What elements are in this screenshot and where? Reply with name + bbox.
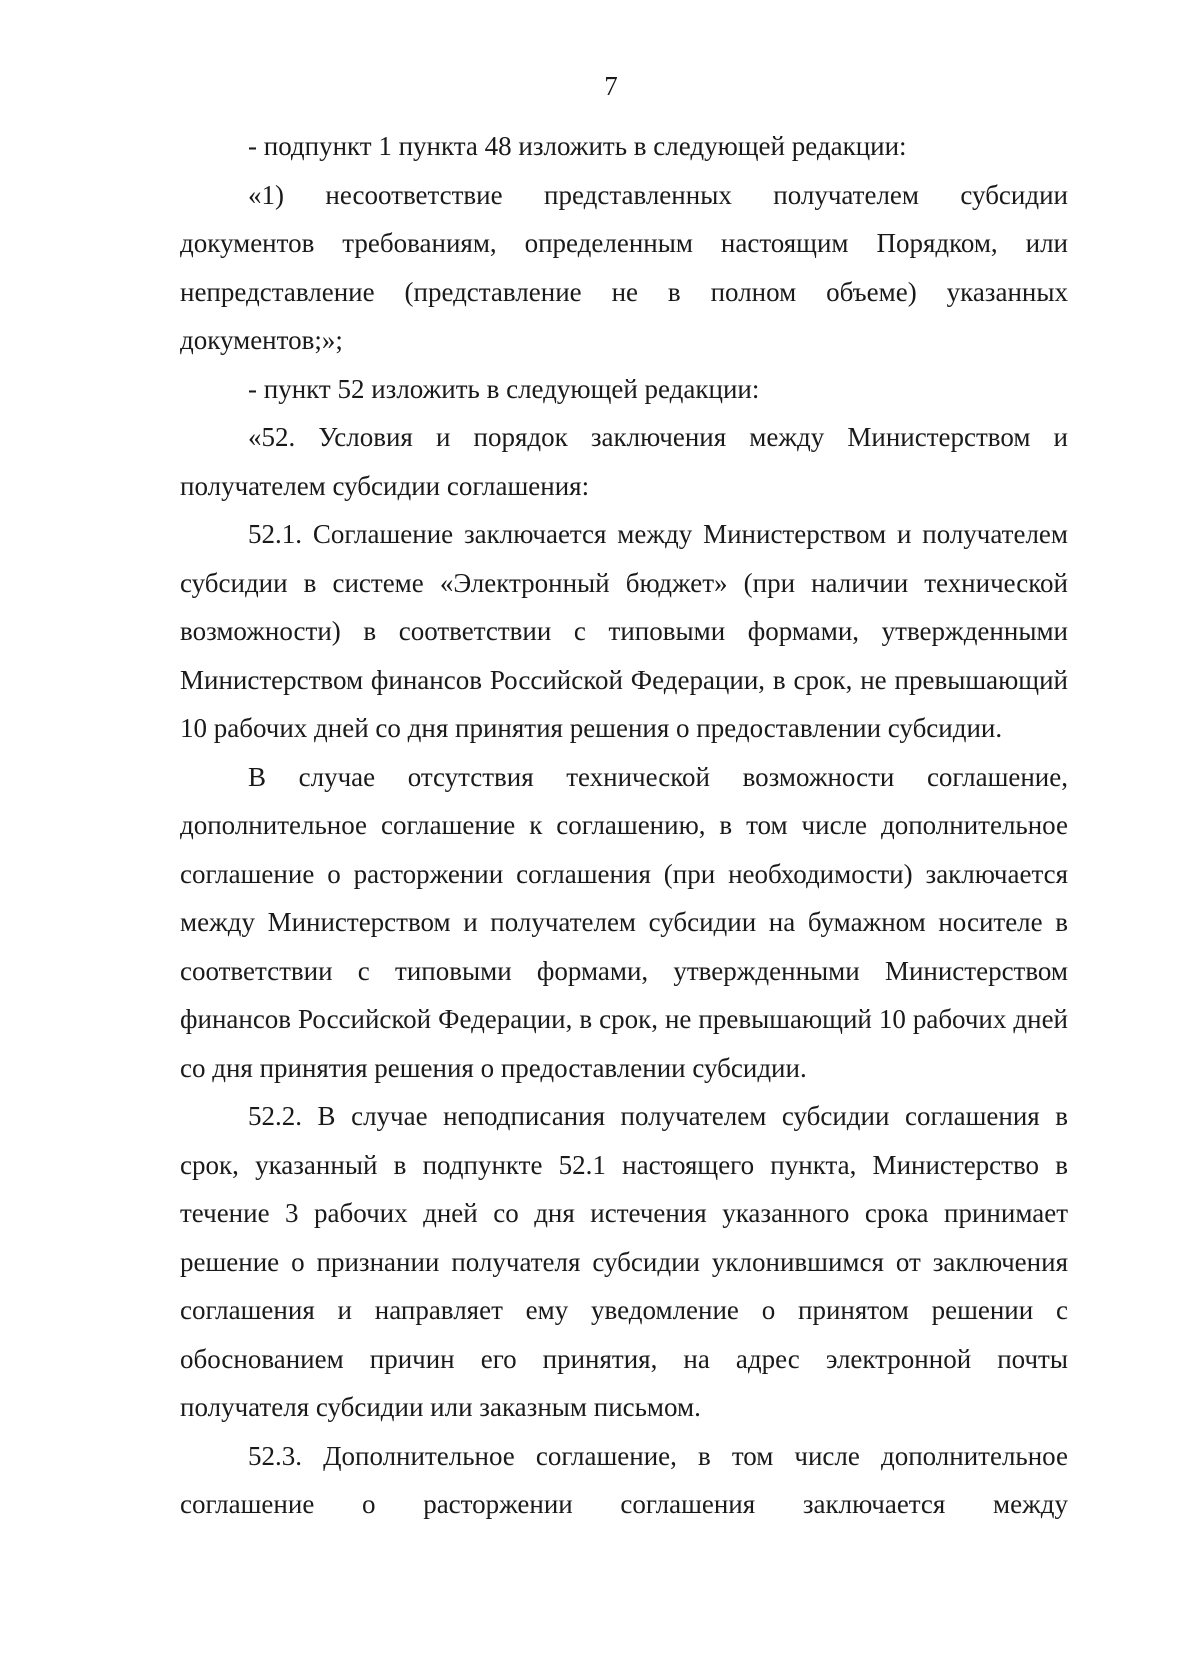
page-number: 7 [604,71,618,101]
paragraph-52-3: 52.3. Дополнительное соглашение, в том числе дополнительное соглашение о расторжении соглашения заключается между [180,1440,1068,1519]
paragraph-52: «52. Условия и порядок заключения между Министерством и получателем субсидии соглашения: [180,422,1068,501]
paragraph-quote-1: «1) несоответствие представленных получателем субсидии документов требованиям, определенным настоящим Порядком, или непредставление (представление не в полном объеме) указанных документов;»; [180,179,1068,355]
paragraph-52-1: 52.1. Соглашение заключается между Министерством и получателем субсидии в системе «Электронный бюджет» (при наличии технической возможности) в соответствии с типовыми формами, утвержденными Министерством финансов Российской Федерации, в срок, не превышающий 10 рабочих дней со дня принятия решения о предоставлении субсидии. [180,519,1068,743]
document-body [180,122,1068,1529]
paragraph-item-52-intro: - пункт 52 изложить в следующей редакции: [248,373,760,404]
paragraph-52-2: 52.2. В случае неподписания получателем субсидии соглашения в срок, указанный в подпункте 52.1 настоящего пункта, Министерство в течение 3 рабочих дней со дня истечения указанного срока принимает решение о признании получателя субсидии уклонившимся от заключения соглашения и направляет ему уведомление о принятом решении с обоснованием причин его принятия, на адрес электронной почты получателя субсидии или заказным письмом. [180,1101,1068,1422]
paragraph-52-1-no-tech: В случае отсутствия технической возможности соглашение, дополнительное соглашение к соглашению, в том числе дополнительное соглашение о расторжении соглашения (при необходимости) заключается между Министерством и получателем субсидии на бумажном носителе в соответствии с типовыми формами, утвержденными Министерством финансов Российской Федерации, в срок, не превышающий 10 рабочих дней со дня принятия решения о предоставлении субсидии. [180,761,1068,1083]
paragraph-subitem-48: - подпункт 1 пункта 48 изложить в следующей редакции: [248,131,907,161]
